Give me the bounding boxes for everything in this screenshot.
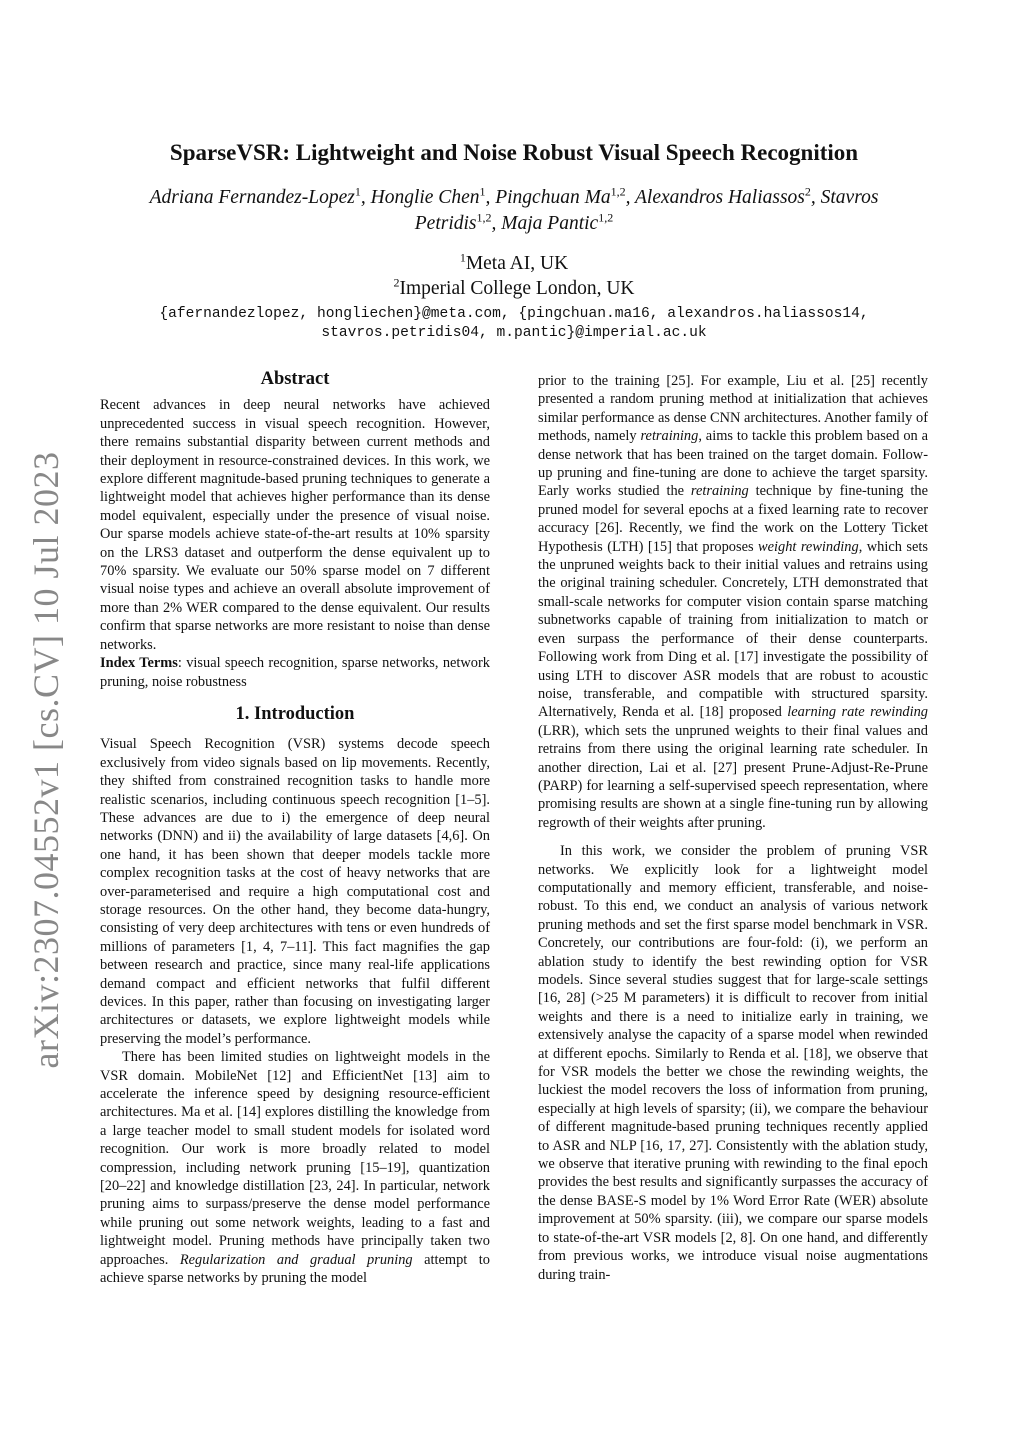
author-affiliation-mark: 1,2 <box>610 184 626 199</box>
emphasis: Regularization and gradual pruning <box>179 1251 413 1268</box>
index-terms-list: : visual speech recognition, sparse networks, network pruning, noise robustness <box>100 655 490 690</box>
author-emails <box>100 305 928 343</box>
affiliation-name: Imperial College London, UK <box>399 278 635 299</box>
affiliation-1 <box>100 250 928 275</box>
index-terms <box>100 654 490 691</box>
author-name: Adriana Fernandez-Lopez <box>149 187 355 208</box>
abstract-text: Recent advances in deep neural networks have achieved unprecedented success in visual speech recognition. However, there remains substantial disparity between current methods and their deployment in resource-constrained devices. In this work, we explore different magnitude-based pruning techniques to generate a lightweight model that achieves higher performance than its dense model equivalent, especially under the presence of visual noise. Our sparse models achieve state-of-the-art results at 10% sparsity on the LRS3 dataset and outperform the dense equivalent up to 70% sparsity. We evaluate our 50% sparse model on 7 different visual noise types and achieve an overall absolute improvement of more than 2% WER compared to the dense equivalent. Our results confirm that sparse networks are more resistant to noise than dense networks. <box>100 397 490 653</box>
author-list: Adriana Fernandez-Lopez$^1$, Honglie Chen$^1$, Pingchuan Ma$^{1,2}$, Alexandros Haliassos$^2$, Stavros Petridis$^{1,2}$, Maja Pantic$^{1,2}$ <box>149 184 879 234</box>
right-column <box>538 372 928 1284</box>
author-name: Stavros Petridis <box>414 187 879 234</box>
introduction-heading: 1. Introduction <box>235 703 355 724</box>
arxiv-id-text: arXiv:2307.04552v1 [cs.CV] 10 Jul 2023 <box>26 451 66 1069</box>
paper-title: SparseVSR: Lightweight and Noise Robust Visual Speech Recognition <box>169 140 859 165</box>
author-affiliation-mark: 1,2 <box>598 210 614 225</box>
related-work-paragraph: prior to the training [25]. For example, Liu et al. [25] recently presented a random pruning method at initialization that achieves similar performance as dense CNN architectures. Another family of methods, namely retraining, aims to tackle this problem based on a dense network that has been trained on the target domain. Follow-up pruning and fine-tuning are done to achieve the target sparsity. Early works studied the retraining technique by fine-tuning the pruned model for several epochs at a fixed learning rate to recover accuracy [26]. Recently, we find the work on the Lottery Ticket Hypothesis (LTH) [15] that proposes weight rewinding, which sets the unpruned weights back to their initial values and retrains using the original training scheduler. Concretely, LTH demonstrated that small-scale networks for computer vision contain sparse matching subnetworks capable of training from initialization to match or even surpass the performance of their dense counterparts. Following work from Ding et al. [17] investigate the possibility of using LTH to discover ASR models that are robust to acoustic noise, transferable, and compatible with structured sparsity. Alternatively, Renda et al. [18] proposed learning rate rewinding (LRR), which sets the unpruned weights to their final values and retrains from there using the original learning rate scheduler. In another direction, Lai et al. [27] present Prune-Adjust-Re-Prune (PARP) for learning a self-supervised speech representation, where promising results are shown at a single fine-tuning run by allowing regrowth of their weights after pruning. <box>538 373 928 831</box>
author-affiliation-mark: 1,2 <box>476 210 492 225</box>
email-line-1: {afernandezlopez, hongliechen}@meta.com, {pingchuan.ma16, alexandros.haliassos14, <box>159 306 869 322</box>
author-name: Alexandros Haliassos <box>634 187 805 208</box>
abstract-heading: Abstract <box>260 369 330 389</box>
emphasis: retraining <box>690 483 749 500</box>
emphasis: weight rewinding <box>758 538 859 555</box>
left-column <box>100 370 490 1288</box>
author-name: Honglie Chen <box>370 187 480 208</box>
emphasis: retraining <box>640 428 699 445</box>
arxiv-identifier <box>14 451 78 1069</box>
emphasis: learning rate rewinding <box>787 704 928 721</box>
email-line-2: stavros.petridis04, m.pantic}@imperial.ac.uk <box>321 325 707 341</box>
index-terms-label: Index Terms <box>100 655 178 672</box>
affiliation-name: Meta AI, UK <box>465 253 569 274</box>
affiliation-mark: 2 <box>393 275 400 290</box>
affiliation-mark: 1 <box>459 250 466 265</box>
intro-paragraph-1: Visual Speech Recognition (VSR) systems decode speech exclusively from video signals based on lip movements. Recently, they shifted from constrained recognition tasks to handle more realistic scenarios, including continuous speech recognition [1–5]. These advances are due to i) the emergence of deep neural networks (DNN) and ii) the availability of large datasets [4,6]. On one hand, it has been shown that deeper models tackle more complex recognition tasks at the cost of heavy networks that are over-parameterised and require a high computational cost and storage resources. On the other hand, they become data-hungry, consisting of very deep architectures with tens or even hundreds of millions of parameters [1, 4, 7–11]. This fact magnifies the gap between research and practice, since many real-life applications demand compact and efficient networks that fulfil different devices. In this paper, rather than focusing on investigating larger architectures or datasets, we explore lightweight models while preserving the model’s performance. <box>100 736 490 1047</box>
intro-paragraph-2: There has been limited studies on lightweight models in the VSR domain. MobileNet [12] and EfficientNet [13] aim to accelerate the inference speed by designing resource-efficient architectures. Ma et al. [14] explores distilling the knowledge from a large teacher model to small student models for isolated word recognition. Our work is more broadly related to model compression, including network pruning [15–19], quantization [20–22] and knowledge distillation [23, 24]. In particular, network pruning aims to surpass/preserve the dense model performance while pruning out some network weights, leading to a fast and lightweight model. Pruning methods have principally taken two approaches. Regularization and gradual pruning attempt to achieve sparse networks by pruning the model <box>100 1049 491 1287</box>
affiliation-2 <box>100 275 928 300</box>
author-affiliation-mark: 1 <box>354 184 361 199</box>
author-affiliation-mark: 1 <box>479 184 486 199</box>
author-name: Maja Pantic <box>501 213 599 234</box>
contributions-paragraph: In this work, we consider the problem of pruning VSR networks. We explicitly look for a lightweight model computationally and memory efficient, transferable, and noise-robust. To this end, we conduct an analysis of various network pruning methods and set the first sparse model benchmark in VSR. Concretely, our contributions are four-fold: (i), we perform an ablation study to identify the best rewinding option for VSR models. Since several studies suggest that for large-scale settings [16, 28] (>25 M parameters) it is difficult to recover from initial weights and there is a need to initialize early in training, we extensively analyse the capacity of a sparse model when rewinded at different epochs. Similarly to Renda et al. [18], we observe that for VSR models the better we chose the rewinding weights, the luckiest the model recovers the loss of information from pruning, especially at high levels of sparsity; (ii), we compare the behaviour of different magnitude-based pruning techniques recently applied to ASR and NLP [16, 17, 27]. Consistently with the ablation study, we observe that iterative pruning with rewinding to the final epoch provides the best results and significantly surpasses the accuracy of the dense BASE-S model by 1% Word Error Rate (WER) absolute improvement at 50% sparsity. (iii), we compare our sparse models to state-of-the-art VSR models [2, 8]. On one hand, and differently from previous works, we introduce visual noise augmentations during train- <box>538 843 928 1283</box>
author-name: Pingchuan Ma <box>495 187 611 208</box>
author-affiliation-mark: 2 <box>804 184 811 199</box>
